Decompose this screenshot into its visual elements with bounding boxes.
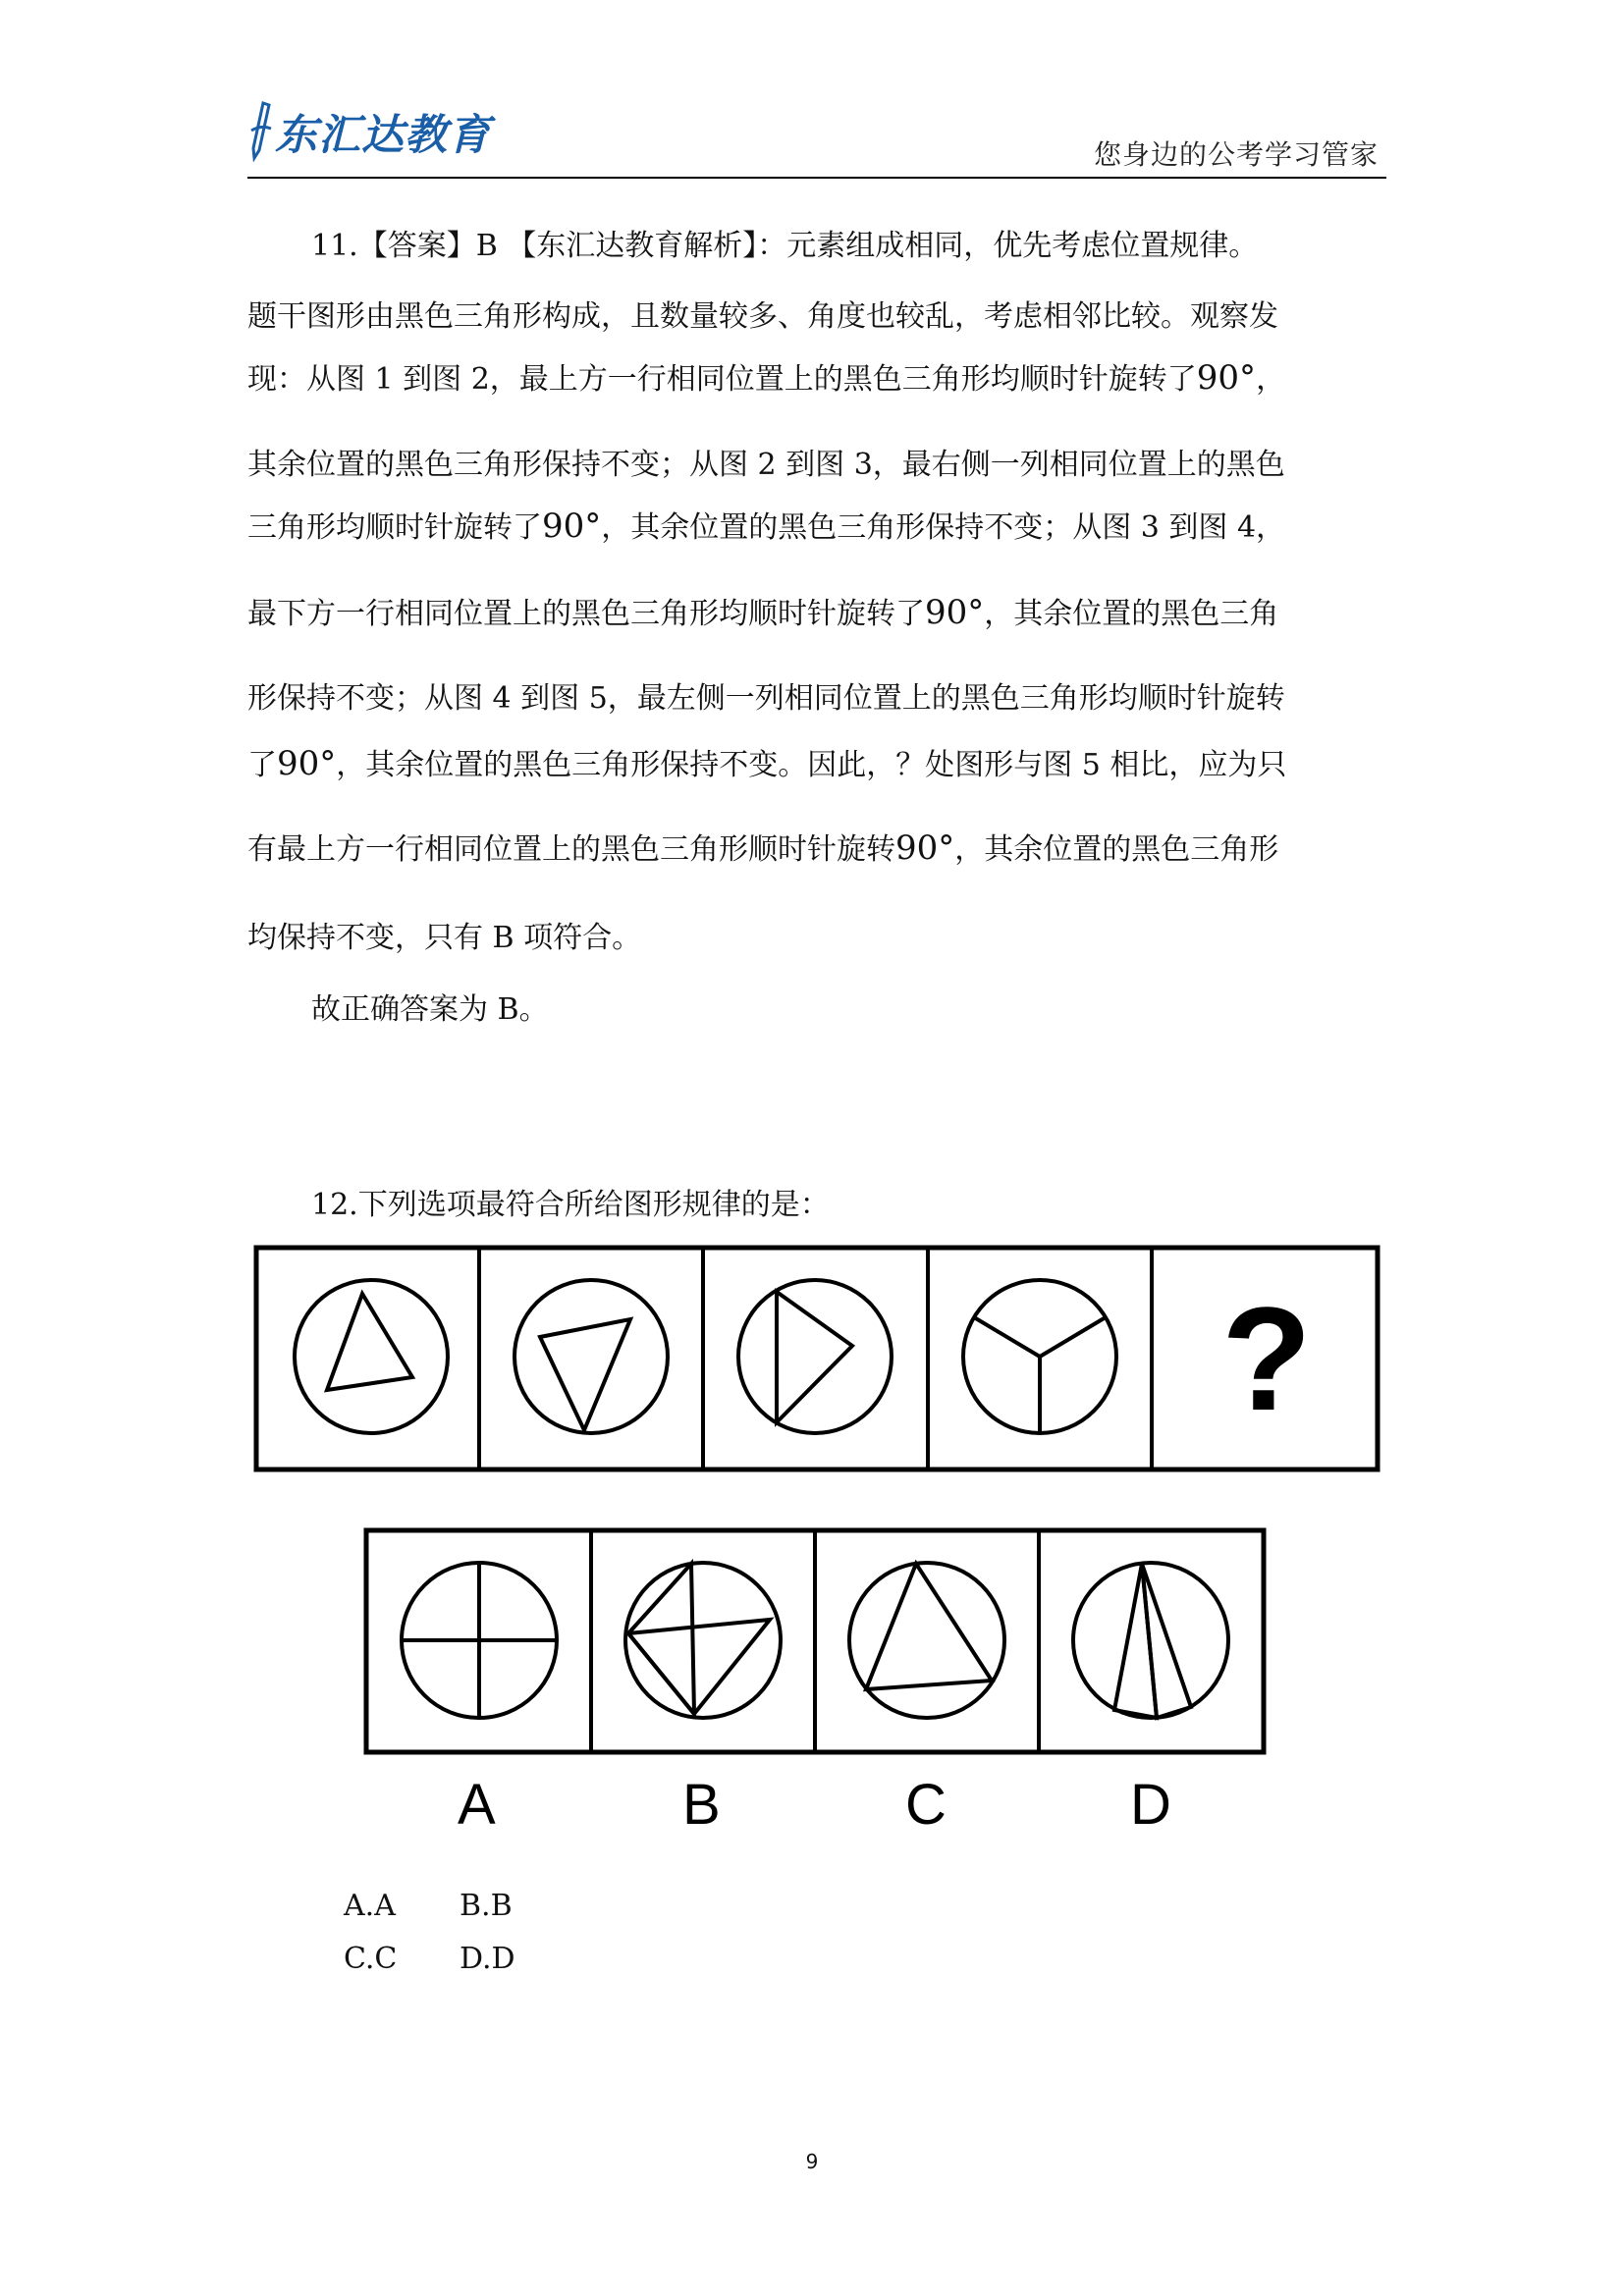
q11-line-7: 形保持不变；从图 4 到图 5，最左侧一列相同位置上的黑色三角形均顺时针旋转 — [247, 681, 1285, 716]
figure-2 — [514, 1280, 668, 1433]
q11-line-5-end: ，其余位置的黑色三角形保持不变；从图 3 到图 4， — [601, 510, 1286, 545]
q11-line-8-end: ，其余位置的黑色三角形保持不变。因此，？处图形与图 5 相比，应为只 — [336, 748, 1287, 782]
option-b-figure — [625, 1563, 781, 1718]
q11-line-6-end: ，其余位置的黑色三角 — [984, 597, 1279, 631]
triangle-shape — [540, 1319, 630, 1430]
q11-line-8-text: 了 — [247, 748, 277, 782]
q11-line-4: 其余位置的黑色三角形保持不变；从图 2 到图 3，最右侧一列相同位置上的黑色 — [247, 448, 1285, 482]
q11-line-8 — [247, 740, 1386, 783]
question-mark: ? — [1221, 1276, 1312, 1441]
q11-line-3-end: ， — [1256, 362, 1286, 397]
circle-shape — [738, 1280, 892, 1433]
angle-value: 90° — [277, 744, 337, 783]
choice-a[interactable]: A.A — [344, 1889, 396, 1923]
triangle-shape — [1142, 1564, 1191, 1718]
choice-b[interactable]: B.B — [460, 1889, 513, 1923]
options-figure — [363, 1527, 1267, 1759]
circle-shape — [849, 1563, 1004, 1718]
option-letter-a: A — [458, 1773, 496, 1837]
logo-text: 东汇达教育 — [275, 110, 491, 160]
angle-value: 90° — [925, 593, 985, 632]
radius-line — [1040, 1317, 1106, 1357]
option-c-figure — [849, 1563, 1004, 1718]
page-number: 9 — [805, 2150, 819, 2173]
circle-shape — [625, 1563, 781, 1718]
question-figure — [253, 1245, 1382, 1476]
q11-line-2: 题干图形由黑色三角形构成，且数量较多、角度也较乱，考虑相邻比较。观察发 — [247, 299, 1278, 334]
q11-line-5 — [247, 503, 1386, 546]
option-letter-c: C — [905, 1773, 947, 1837]
q11-line-9-end: ，其余位置的黑色三角形 — [954, 832, 1279, 867]
header-tagline: 您身边的公考学习管家 — [1093, 138, 1379, 171]
triangle-shape — [866, 1564, 992, 1689]
figure-1 — [295, 1280, 448, 1433]
q12-stem: 12.下列选项最符合所给图形规律的是： — [311, 1188, 830, 1222]
q11-line-6 — [247, 589, 1386, 632]
triangle-shape — [777, 1292, 852, 1422]
option-a-figure — [402, 1563, 557, 1718]
circle-shape — [295, 1280, 448, 1433]
radius-line — [974, 1317, 1040, 1357]
choice-c[interactable]: C.C — [344, 1942, 398, 1976]
q11-line-3-text: 现：从图 1 到图 2，最上方一行相同位置上的黑色三角形均顺时针旋转了 — [247, 362, 1197, 397]
triangle-shape — [628, 1564, 694, 1714]
figure-3 — [738, 1280, 892, 1433]
pen-logo-icon — [247, 101, 273, 162]
q11-line-5-text: 三角形均顺时针旋转了 — [247, 510, 542, 545]
option-d-figure — [1073, 1563, 1228, 1718]
q11-line-6-text: 最下方一行相同位置上的黑色三角形均顺时针旋转了 — [247, 597, 925, 631]
choice-d[interactable]: D.D — [460, 1942, 515, 1976]
option-letter-d: D — [1130, 1773, 1171, 1837]
angle-value: 90° — [1196, 358, 1257, 398]
q11-line-3 — [247, 354, 1386, 398]
page-header — [247, 86, 1386, 181]
q11-line-10: 均保持不变，只有 B 项符合。 — [247, 921, 642, 955]
figure-4 — [963, 1280, 1116, 1433]
logo — [247, 96, 491, 167]
q11-line-9-text: 有最上方一行相同位置上的黑色三角形顺时针旋转 — [247, 832, 895, 867]
triangle-shape — [327, 1294, 412, 1390]
angle-value: 90° — [542, 507, 602, 546]
option-letter-b: B — [682, 1773, 721, 1837]
q11-line-9 — [247, 825, 1386, 868]
triangle-shape — [628, 1620, 770, 1714]
angle-value: 90° — [895, 828, 955, 868]
q11-line-1: 11.【答案】B 【东汇达教育解析】：元素组成相同，优先考虑位置规律。 — [311, 229, 1259, 263]
header-divider — [247, 177, 1386, 179]
q11-conclusion: 故正确答案为 B。 — [311, 992, 549, 1027]
